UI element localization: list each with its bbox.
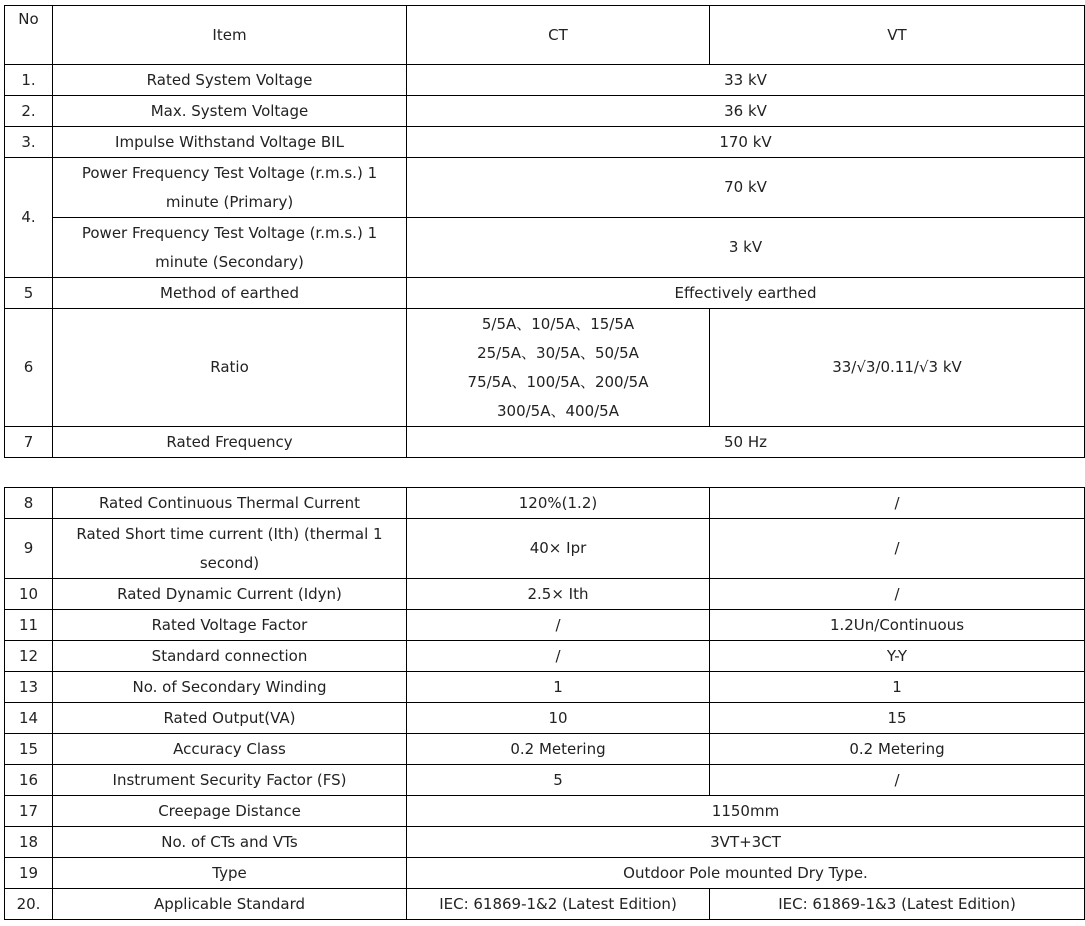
row-vt: /	[710, 579, 1085, 610]
table-row	[5, 96, 1085, 127]
row-ct: 1	[407, 672, 710, 703]
row-no: 15	[5, 734, 53, 765]
row-value: 3 kV	[407, 218, 1085, 278]
table-row	[5, 672, 1085, 703]
ratio-line: 25/5A、30/5A、50/5A	[477, 343, 639, 362]
row-vt: /	[710, 765, 1085, 796]
row-value: Effectively earthed	[407, 278, 1085, 309]
row-no: 18	[5, 827, 53, 858]
table-row	[5, 703, 1085, 734]
row-no: 1.	[5, 65, 53, 96]
row-value: 3VT+3CT	[407, 827, 1085, 858]
row-no: 17	[5, 796, 53, 827]
row-vt: 0.2 Metering	[710, 734, 1085, 765]
header-vt: VT	[710, 6, 1085, 65]
row-no: 11	[5, 610, 53, 641]
row-value: 36 kV	[407, 96, 1085, 127]
table-row	[5, 127, 1085, 158]
row-no: 12	[5, 641, 53, 672]
row-item: Creepage Distance	[53, 796, 407, 827]
row-value: Outdoor Pole mounted Dry Type.	[407, 858, 1085, 889]
row-ct: 0.2 Metering	[407, 734, 710, 765]
row-ct: /	[407, 610, 710, 641]
ratio-line: 75/5A、100/5A、200/5A	[467, 372, 649, 391]
row-item: Standard connection	[53, 641, 407, 672]
row-item: Rated Frequency	[53, 427, 407, 458]
table-row	[5, 734, 1085, 765]
row-vt: /	[710, 519, 1085, 579]
row-item: Power Frequency Test Voltage (r.m.s.) 1 minute (Secondary)	[53, 218, 407, 278]
row-ct: 10	[407, 703, 710, 734]
ratio-vt-cell: 33/√3/0.11/√3 kV	[710, 309, 1085, 427]
row-no: 8	[5, 488, 53, 519]
row-item: Rated Continuous Thermal Current	[53, 488, 407, 519]
row-no: 4.	[5, 158, 53, 278]
table-row	[5, 796, 1085, 827]
table-row	[5, 427, 1085, 458]
header-ct: CT	[407, 6, 710, 65]
row-no: 14	[5, 703, 53, 734]
table-row	[5, 278, 1085, 309]
table-row	[5, 158, 1085, 218]
row-item: Method of earthed	[53, 278, 407, 309]
row-no: 19	[5, 858, 53, 889]
table-row	[5, 519, 1085, 579]
row-value: 33 kV	[407, 65, 1085, 96]
row-vt: 1.2Un/Continuous	[710, 610, 1085, 641]
table-row	[5, 218, 1085, 278]
row-item: Max. System Voltage	[53, 96, 407, 127]
row-item: Impulse Withstand Voltage BIL	[53, 127, 407, 158]
row-item: Rated System Voltage	[53, 65, 407, 96]
row-item: No. of CTs and VTs	[53, 827, 407, 858]
ratio-line: 5/5A、10/5A、15/5A	[481, 314, 635, 333]
row-item: Rated Dynamic Current (Idyn)	[53, 579, 407, 610]
table-row	[5, 765, 1085, 796]
spec-table-top	[4, 5, 1085, 458]
table-row	[5, 858, 1085, 889]
table-row	[5, 65, 1085, 96]
table-row	[5, 309, 1085, 427]
row-value: 170 kV	[407, 127, 1085, 158]
row-no: 2.	[5, 96, 53, 127]
row-item: Accuracy Class	[53, 734, 407, 765]
table-row	[5, 641, 1085, 672]
row-item: No. of Secondary Winding	[53, 672, 407, 703]
table-row	[5, 579, 1085, 610]
row-ct: /	[407, 641, 710, 672]
ratio-ct-cell	[407, 309, 710, 427]
row-ct: 2.5× Ith	[407, 579, 710, 610]
row-no: 9	[5, 519, 53, 579]
row-vt: Y-Y	[710, 641, 1085, 672]
row-value: 50 Hz	[407, 427, 1085, 458]
row-vt: 15	[710, 703, 1085, 734]
row-value: 70 kV	[407, 158, 1085, 218]
row-ct: 5	[407, 765, 710, 796]
row-no: 10	[5, 579, 53, 610]
row-ct: 40× Ipr	[407, 519, 710, 579]
table-row	[5, 488, 1085, 519]
table-row	[5, 889, 1085, 920]
header-row	[5, 6, 1085, 65]
row-no: 3.	[5, 127, 53, 158]
header-item: Item	[53, 6, 407, 65]
table-row	[5, 827, 1085, 858]
row-no: 6	[5, 309, 53, 427]
row-no: 13	[5, 672, 53, 703]
row-item: Rated Short time current (Ith) (thermal 1 second)	[53, 519, 407, 579]
row-vt: /	[710, 488, 1085, 519]
row-vt: 1	[710, 672, 1085, 703]
row-item: Ratio	[53, 309, 407, 427]
ratio-line: 300/5A、400/5A	[497, 401, 619, 420]
row-item: Type	[53, 858, 407, 889]
row-item: Applicable Standard	[53, 889, 407, 920]
row-no: 5	[5, 278, 53, 309]
row-item: Power Frequency Test Voltage (r.m.s.) 1 minute (Primary)	[53, 158, 407, 218]
row-no: 16	[5, 765, 53, 796]
spec-table-bottom	[4, 487, 1085, 920]
row-ct: IEC: 61869-1&2 (Latest Edition)	[407, 889, 710, 920]
row-item: Rated Voltage Factor	[53, 610, 407, 641]
row-vt: IEC: 61869-1&3 (Latest Edition)	[710, 889, 1085, 920]
row-ct: 120%(1.2)	[407, 488, 710, 519]
table-row	[5, 610, 1085, 641]
row-item: Instrument Security Factor (FS)	[53, 765, 407, 796]
row-no: 20.	[5, 889, 53, 920]
header-no: No	[5, 6, 53, 65]
row-value: 1150mm	[407, 796, 1085, 827]
row-no: 7	[5, 427, 53, 458]
row-item: Rated Output(VA)	[53, 703, 407, 734]
